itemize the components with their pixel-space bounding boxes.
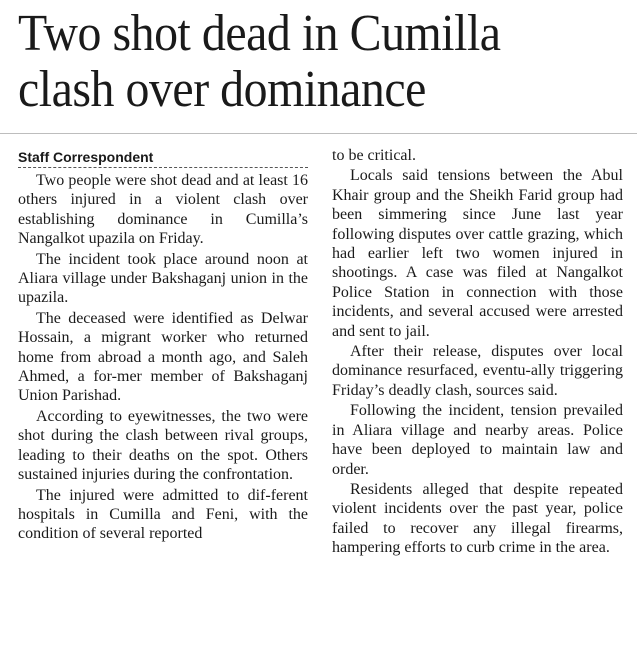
paragraph-continued: to be critical.: [332, 147, 416, 164]
paragraph: After their release, disputes over local dominance resurfaced, eventu-ally triggering Friday’s deadly clash, sources said.: [332, 343, 623, 399]
paragraph: The injured were admitted to dif-ferent hospitals in Cumilla and Feni, with the condition of several reported: [18, 486, 308, 543]
headline: [18, 6, 579, 118]
headline-line-1: Two shot dead in Cumilla: [18, 5, 501, 62]
article-column-left: [18, 148, 308, 544]
byline: Staff Correspondent: [18, 148, 308, 168]
paragraph: According to eyewitnesses, the two were shot during the clash between rival groups, leading to their deaths on the spot. Others sustained injuries during the confrontation.: [18, 407, 308, 484]
paragraph: Residents alleged that despite repeated violent incidents over the past year, police failed to recover any illegal firearms, hampering efforts to curb crime in the area.: [332, 480, 623, 557]
headline-line-2: clash over dominance: [18, 61, 426, 118]
article-column-right: [332, 146, 623, 558]
paragraph: Two people were shot dead and at least 16 others injured in a violent clash over establishing dominance in Cumilla’s Nangalkot upazila on Friday.: [18, 172, 308, 248]
paragraph: The incident took place around noon at Aliara village under Bakshaganj union in the upazila.: [18, 250, 308, 307]
paragraph: The deceased were identified as Delwar Hossain, a migrant worker who returned home from abroad a month ago, and Saleh Ahmed, a for-mer member of Bakshaganj Union Parishad.: [18, 309, 308, 405]
paragraph: Locals said tensions between the Abul Khair group and the Sheikh Farid group had been simmering since June last year following disputes over cattle grazing, which had earlier left two women injured in shootings. A case was filed at Nangalkot Police Station in connection with those incidents, and several accused were arrested and sent to jail.: [332, 167, 623, 340]
paragraph: Following the incident, tension prevailed in Aliara village and nearby areas. Police have been deployed to maintain law and order.: [332, 402, 623, 478]
headline-divider: [0, 133, 637, 134]
